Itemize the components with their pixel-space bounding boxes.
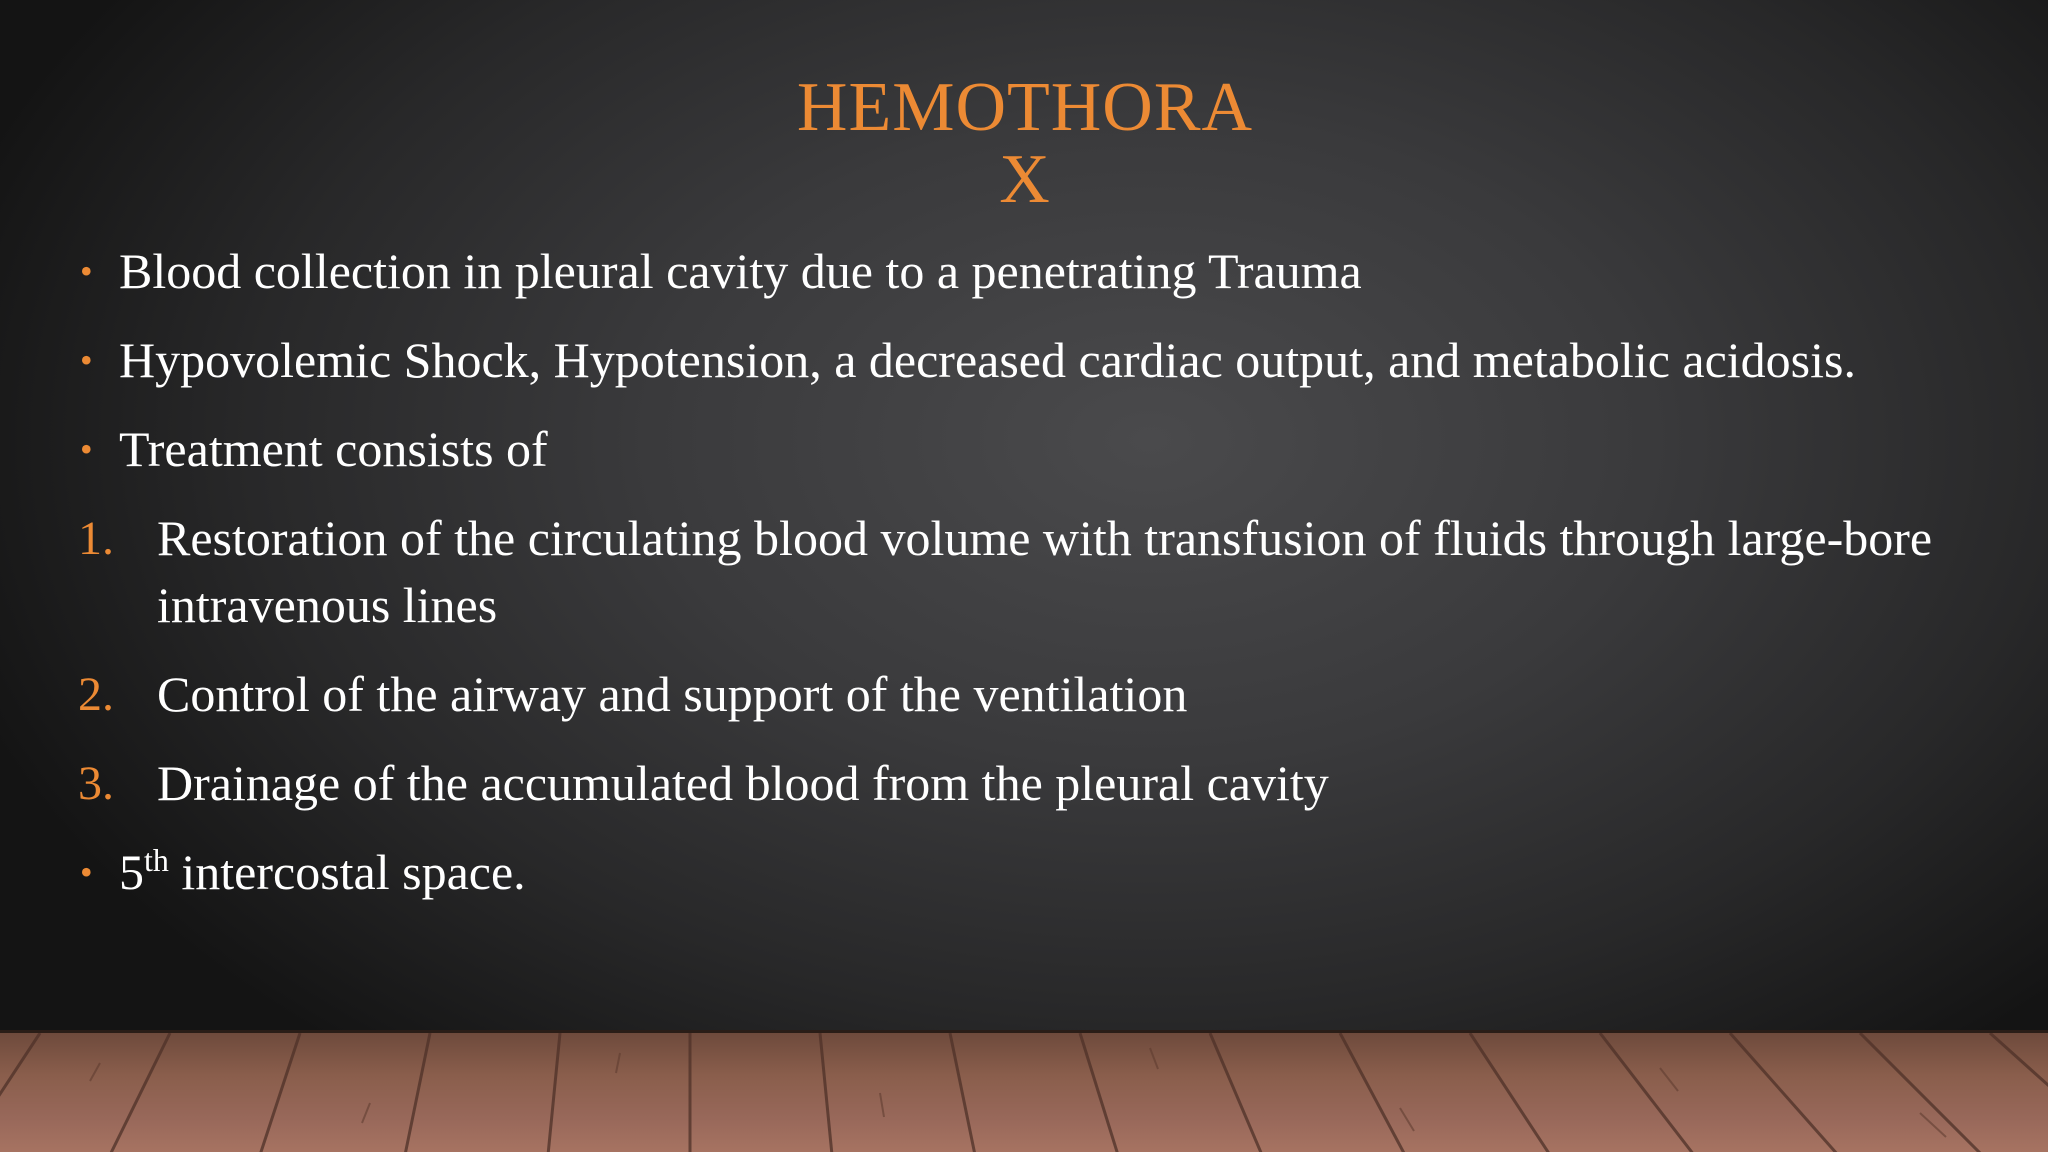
numbered-item-text: Control of the airway and support of the ventilation [157,666,1188,722]
list-item-text: Hypovolemic Shock, Hypotension, a decreased cardiac output, and metabolic acidosis. [119,332,1856,388]
numbered-item-text: Restoration of the circulating blood volume with transfusion of fluids through large-bore intravenous lines [157,510,1933,633]
list-item [78,238,1978,305]
title-line-1: HEMOTHORA [796,69,1254,146]
title-line-2: X [999,141,1051,218]
list-item-text: Treatment consists of [119,421,548,477]
number-marker: 3. [78,757,114,810]
list-item [78,416,1978,483]
list-item-rest: intercostal space. [168,844,526,900]
bullet-marker: • [80,852,93,892]
list-item [78,327,1978,394]
number-marker: 1. [78,512,114,565]
slide-body [78,238,1978,928]
bullet-marker: • [80,429,93,469]
numbered-item-text: Drainage of the accumulated blood from the pleural cavity [157,755,1329,811]
numbered-item [78,750,1978,817]
numbered-item [78,661,1978,728]
bullet-marker: • [80,251,93,291]
slide-title [720,69,1330,218]
floor-planks [0,1033,2048,1152]
numbered-item [78,505,1978,639]
list-item-text [119,844,526,900]
list-item [78,839,1978,906]
list-item-text: Blood collection in pleural cavity due to a penetrating Trauma [119,243,1362,299]
ordinal-number: 5 [119,844,144,900]
ordinal-suffix: th [144,842,169,878]
bullet-marker: • [80,340,93,380]
wood-floor-image [0,1030,2048,1152]
number-marker: 2. [78,668,114,721]
